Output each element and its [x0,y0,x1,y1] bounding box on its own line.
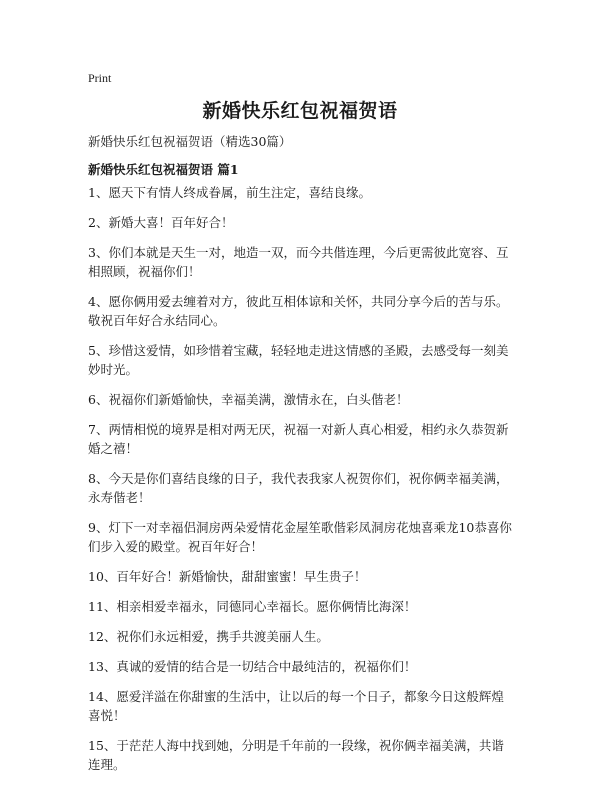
blessing-item: 15、于茫茫人海中找到她，分明是千年前的一段缘，祝你俩幸福美满，共谐连理。 [88,738,504,772]
blessing-item: 8、今天是你们喜结良缘的日子，我代表我家人祝贺你们，祝你俩幸福美满，永寿偕老！ [88,471,509,505]
document-subtitle: 新婚快乐红包祝福贺语（精选30篇） [88,134,292,149]
blessing-item: 12、祝你们永远相爱，携手共渡美丽人生。 [88,629,329,644]
blessing-item: 10、百年好合！新婚愉快，甜甜蜜蜜！早生贵子！ [88,569,367,584]
blessing-item: 1、愿天下有情人终成眷属，前生注定，喜结良缘。 [88,185,371,200]
blessing-item: 11、相亲相爱幸福永，同德同心幸福长。愿你俩情比海深！ [88,599,417,614]
blessing-item: 6、祝福你们新婚愉快，幸福美满，激情永在，白头偕老！ [88,392,409,407]
print-label[interactable]: Print [88,71,112,85]
blessing-item: 2、新婚大喜！百年好合！ [88,215,234,230]
section-heading: 新婚快乐红包祝福贺语 篇1 [88,162,239,177]
page-title: 新婚快乐红包祝福贺语 [202,100,398,122]
blessing-item: 4、愿你俩用爱去缠着对方，彼此互相体谅和关怀，共同分享今后的苦与乐。敬祝百年好合永结同心。 [88,294,509,328]
blessing-item: 14、愿爱洋溢在你甜蜜的生活中，让以后的每一个日子，都象今日这般辉煌喜悦！ [88,689,504,723]
blessing-item: 9、灯下一对幸福侣洞房两朵爱情花金屋笙歌偕彩凤洞房花烛喜乘龙10恭喜你们步入爱的殿堂。祝百年好合！ [88,520,512,554]
blessing-item: 13、真诚的爱情的结合是一切结合中最纯洁的，祝福你们！ [88,659,417,674]
blessing-item: 7、两情相悦的境界是相对两无厌，祝福一对新人真心相爱，相约永久恭贺新婚之禧！ [88,422,509,456]
blessing-item: 3、你们本就是天生一对，地造一双，而今共偕连理，今后更需彼此宽容、互相照顾，祝福你们！ [88,245,509,279]
blessing-item: 5、珍惜这爱情，如珍惜着宝藏，轻轻地走进这情感的圣殿，去感受每一刻美妙时光。 [88,343,509,377]
blessing-list [88,183,512,785]
